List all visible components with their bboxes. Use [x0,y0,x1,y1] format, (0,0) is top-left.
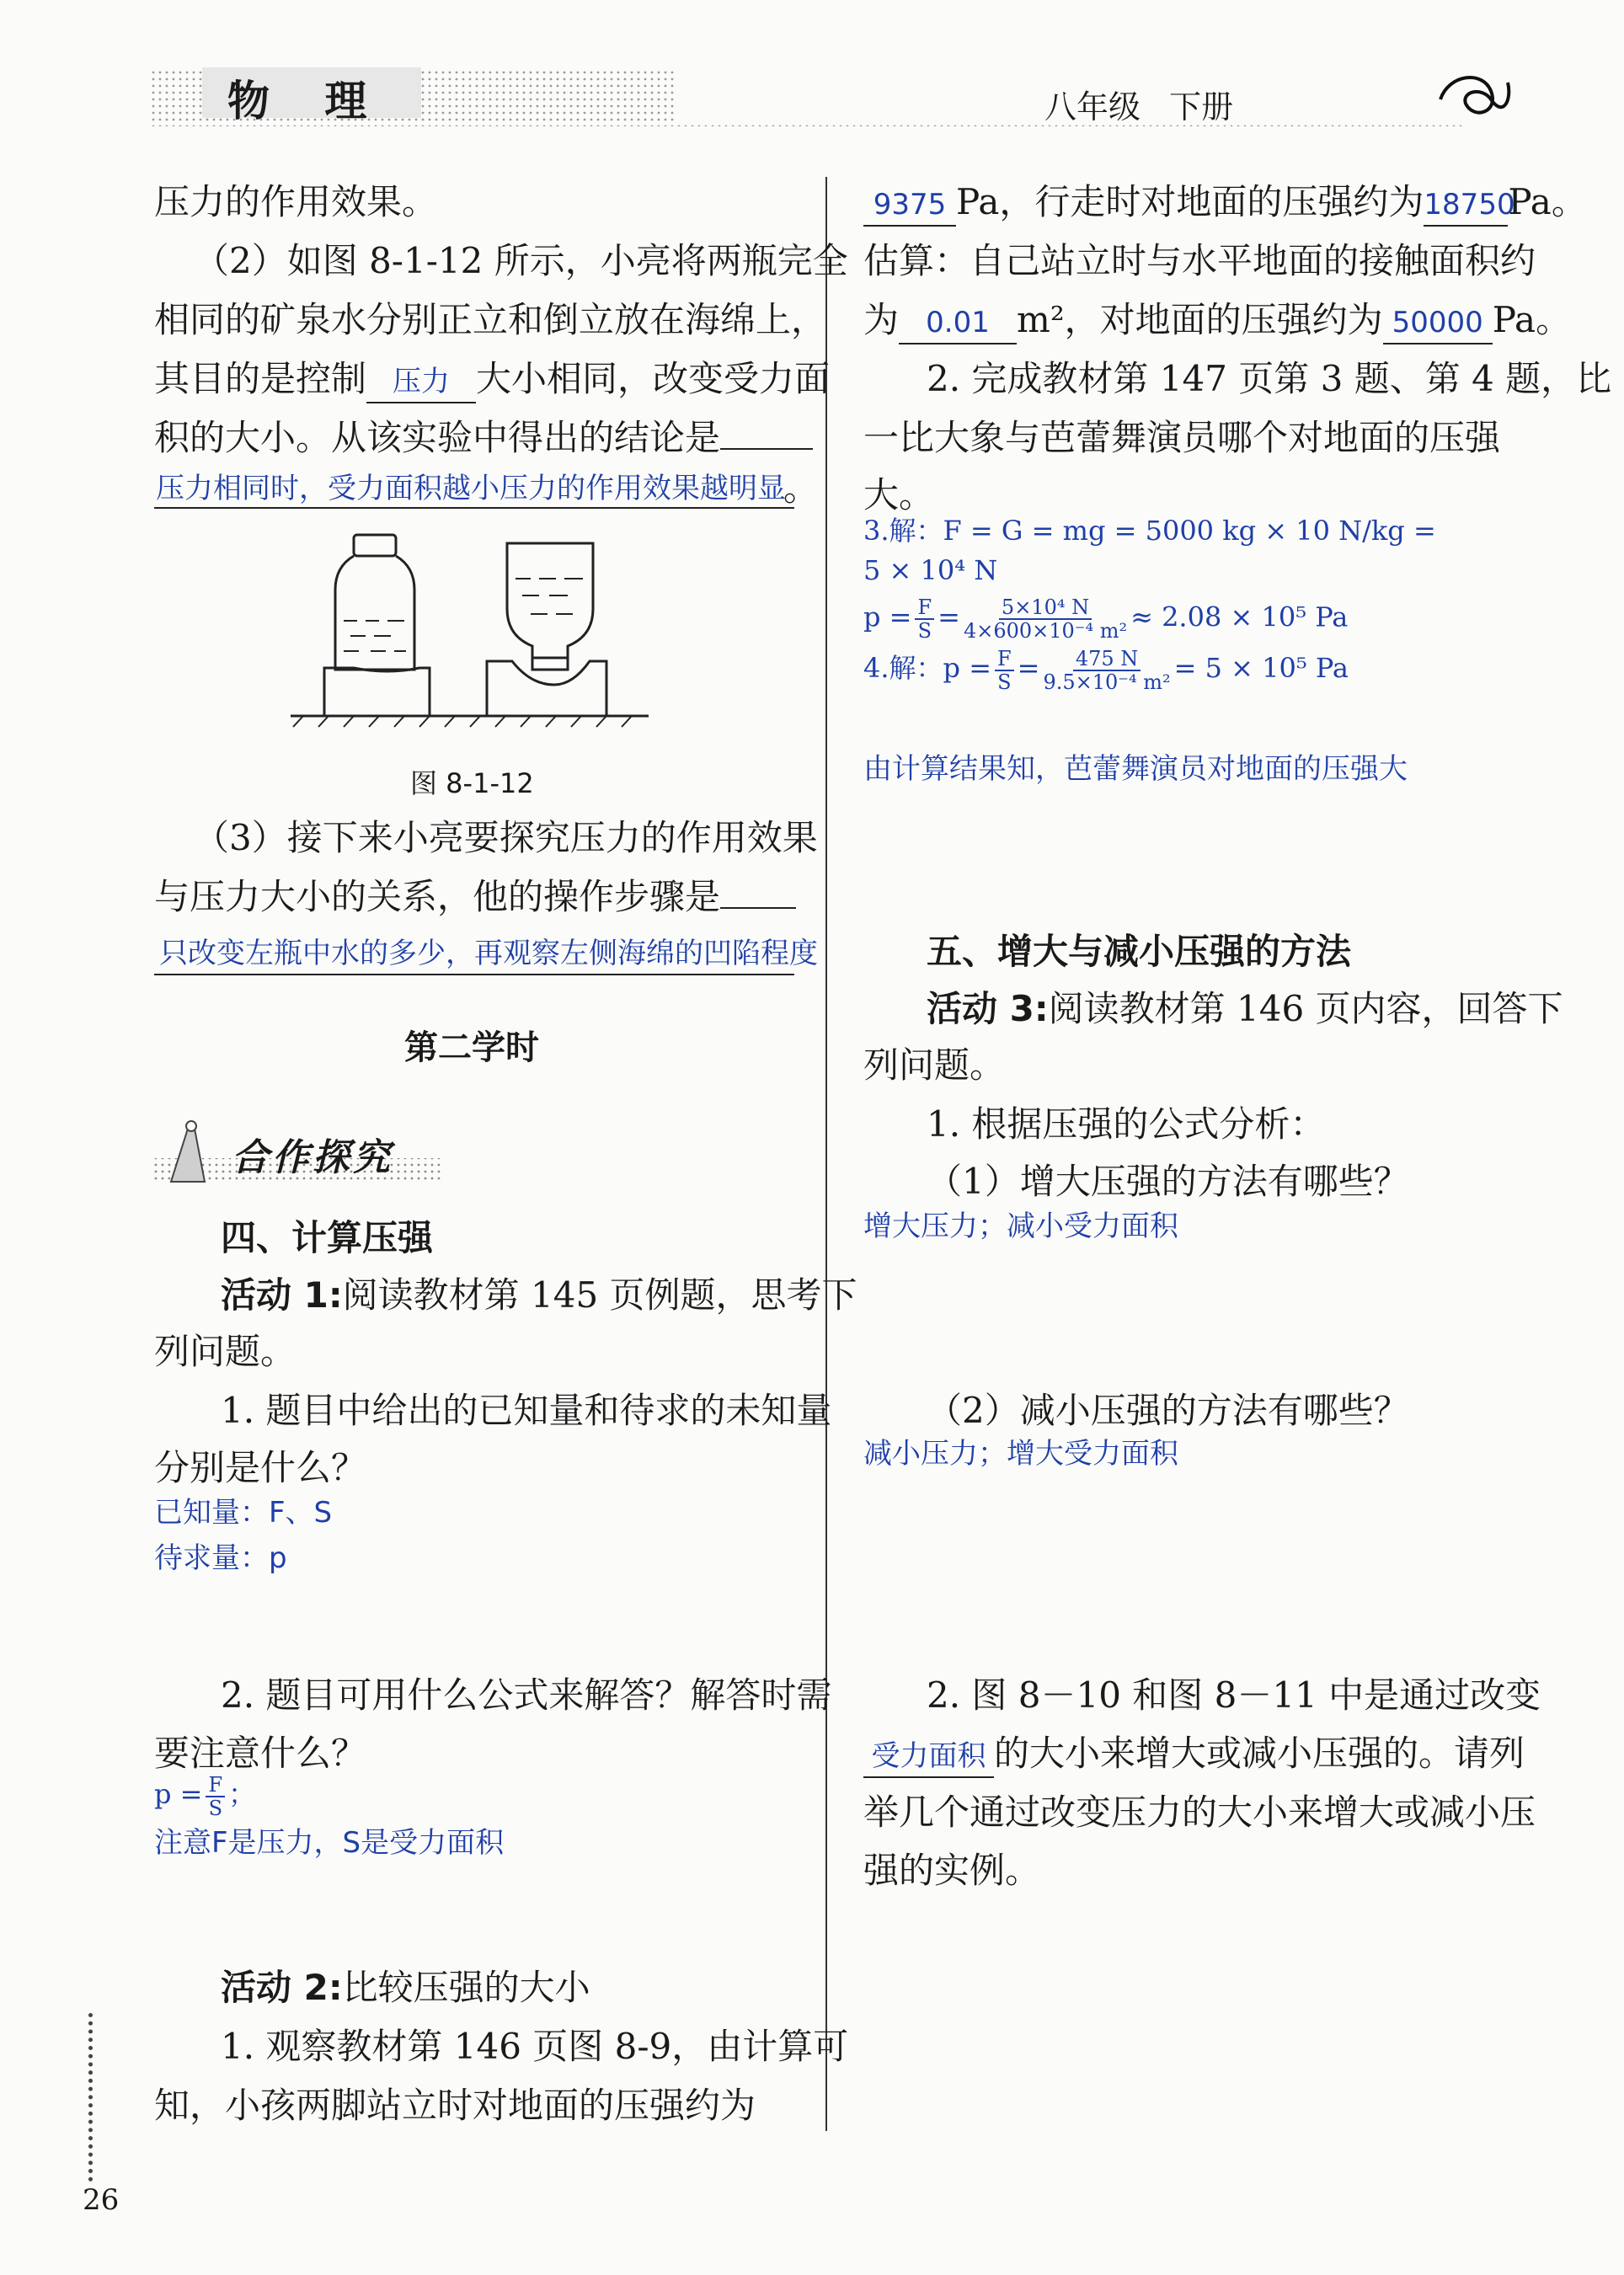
grade-text: 八年级 [1044,88,1141,125]
qa1-line-2: 分别是什么？ [154,1447,367,1488]
answer-child-walking-field[interactable] [1424,182,1515,227]
answer-contact-area-field[interactable] [899,300,1017,344]
sol4-f-num: F [995,648,1014,671]
right-line-1b: Pa。 [1508,181,1587,222]
sol4-f-den: S [997,670,1012,694]
figure-caption: 图 8-1-12 [410,767,534,799]
subject-title: 物 理 [227,77,387,125]
solution-4-line [863,647,1349,693]
q3-answer-field[interactable] [154,925,818,975]
answer-child-standing-field[interactable] [863,182,956,227]
rq2-line-1: 2. 完成教材第 147 页第 3 题、第 4 题，比 [927,358,1612,399]
q2-line-1: （2）如图 8-1-12 所示，小亮将两瓶完全 [194,240,848,281]
solution-3-line-2: 5 × 10⁴ N [863,554,998,586]
qc1-line: 1. 根据压强的公式分析： [927,1103,1326,1145]
right-line-1 [863,173,1587,232]
q2-line-3b: 大小相同，改变受力面 [476,358,831,399]
right-line-2: 估算：自己站立时与水平地面的接触面积约 [863,240,1536,281]
qc1a-line: （1）增大压强的方法有哪些？ [927,1161,1409,1202]
formula-den: S [208,1796,223,1820]
activity-1-line-1 [221,1266,857,1325]
q2-answer-1: 压力 [393,365,451,398]
answer-child-walking: 18750 [1424,188,1515,222]
q2-answer-2-field[interactable] [154,462,794,509]
margin-dots [88,2013,98,2182]
lesson-2-heading: 第二学时 [404,1028,539,1067]
sol3-den: 4×600×10⁻⁴ m² [963,619,1128,643]
answer-self-pressure: 50000 [1392,306,1483,339]
q3-line-2-blank [720,907,796,909]
qa2-line-1: 2. 题目可用什么公式来解答？解答时需 [221,1674,832,1716]
q3-answer: 只改变左瓶中水的多少，再观察左侧海绵的凹陷程度 [159,937,818,970]
q2-answer-2: 压力相同时，受力面积越小压力的作用效果越明显 [156,472,786,505]
sol3-num: 5×10⁴ N [999,596,1092,620]
page-number: 26 [83,2183,120,2217]
sol3-fraction-fs [915,596,934,642]
rq2-line-2: 一比大象与芭蕾舞演员哪个对地面的压强 [863,417,1501,458]
q2-line-4-blank [720,448,813,450]
q3-line-2 [154,868,796,927]
solution-3-line-1: 3.解：F = G = mg = 5000 kg × 10 N/kg = [863,515,1436,547]
rq2-line-3: 大。 [863,474,935,515]
sol3-f-num: F [915,596,934,620]
answer-area-field[interactable] [863,1733,994,1778]
formula-p: p = [154,1778,203,1810]
activity-3-line-2: 列问题。 [863,1044,1006,1086]
answer-decrease-pressure: 减小压力；增大受力面积 [863,1437,1178,1471]
answer-self-pressure-field[interactable] [1383,300,1493,344]
figure-bottles-on-sponge [286,526,657,732]
answer-unknown-quantity: 待求量：p [154,1541,287,1575]
q3-line-2-text: 与压力大小的关系，他的操作步骤是 [154,876,721,917]
sol3-result: ≈ 2.08 × 10⁵ Pa [1130,601,1349,633]
coop-title: 合作探究 [232,1136,393,1179]
q2-line-3 [154,350,830,409]
qa1-line-1: 1. 题目中给出的已知量和待求的未知量 [221,1390,832,1431]
sol4-eq: = [1017,652,1040,684]
qc2-line-2b: 的大小来增大或减小压强的。请列 [994,1733,1525,1774]
section-4-heading: 四、计算压强 [221,1217,434,1258]
answer-increase-pressure: 增大压力；减小受力面积 [863,1210,1178,1243]
formula-fraction [206,1774,225,1819]
qa2-line-2: 要注意什么？ [154,1733,367,1774]
q2-answer-1-field[interactable] [366,359,476,403]
answer-known-quantities: 已知量：F、S [154,1496,333,1530]
answer-contact-area: 0.01 [926,306,990,339]
right-line-3c: Pa。 [1492,299,1572,340]
activity-2-line [221,1958,590,2017]
answer-area: 受力面积 [871,1739,986,1773]
sol4-fraction-values [1043,648,1170,693]
formula-end: ； [228,1778,256,1810]
formula-num: F [206,1774,225,1797]
activity-1-line-2: 列问题。 [154,1331,296,1372]
activity-1-text: 阅读教材第 145 页例题，思考下 [342,1274,857,1316]
activity-2-text: 比较压强的大小 [342,1967,590,2008]
sol4-fraction-fs [995,648,1014,693]
sol3-p: p = [863,601,912,633]
q2-line-2: 相同的矿泉水分别正立和倒立放在海绵上， [154,299,827,340]
sol4-p: 4.解：p = [863,652,992,684]
sol3-fraction-values [964,596,1127,642]
q2-line-4 [154,409,813,467]
sol4-num: 475 N [1073,648,1141,671]
solution-conclusion: 由计算结果知，芭蕾舞演员对地面的压强大 [863,752,1408,786]
left-line-1: 压力的作用效果。 [154,181,438,222]
right-line-3b: m²，对地面的压强约为 [1017,299,1383,340]
qb1-line-2: 知，小孩两脚站立时对地面的压强约为 [154,2085,756,2126]
answer-formula [154,1773,255,1819]
activity-2-label: 活动 2: [221,1967,343,2008]
swirl-ornament-icon [1432,66,1516,128]
answer-child-standing: 9375 [873,188,947,222]
sol3-eq: = [938,601,960,633]
column-divider [825,177,827,2131]
activity-3-label: 活动 3: [927,988,1049,1029]
qb1-line-1: 1. 观察教材第 146 页图 8-9，由计算可 [221,2026,849,2067]
right-line-1a: Pa，行走时对地面的压强约为 [956,181,1424,222]
sol4-den: 9.5×10⁻⁴ m² [1043,670,1171,694]
answer-note: 注意F是压力，S是受力面积 [154,1826,505,1860]
qc1b-line: （2）减小压强的方法有哪些？ [927,1390,1409,1431]
q3-line-1: （3）接下来小亮要探究压力的作用效果 [194,817,818,858]
q2-line-3a: 其目的是控制 [154,358,367,399]
qc2-line-1: 2. 图 8－10 和图 8－11 中是通过改变 [927,1674,1541,1716]
qc2-line-2 [863,1724,1525,1783]
volume-text: 下册 [1169,88,1234,125]
sol4-result: = 5 × 10⁵ Pa [1173,652,1349,684]
sol3-f-den: S [917,619,932,643]
qc2-line-4: 强的实例。 [863,1850,1041,1891]
qc2-line-3: 举几个通过改变压力的大小来增大或减小压 [863,1792,1536,1833]
section-5-heading: 五、增大与减小压强的方法 [927,931,1352,972]
activity-3-line-1 [927,980,1563,1039]
solution-3-line-3 [863,596,1348,642]
right-line-3a: 为 [863,299,900,340]
q2-line-4-text: 积的大小。从该实验中得出的结论是 [154,417,721,458]
activity-1-label: 活动 1: [221,1274,343,1316]
grade-label [1044,81,1233,127]
q2-end-mark: 。 [783,467,820,509]
activity-3-text: 阅读教材第 146 页内容，回答下 [1048,988,1563,1029]
right-line-3 [863,291,1571,350]
